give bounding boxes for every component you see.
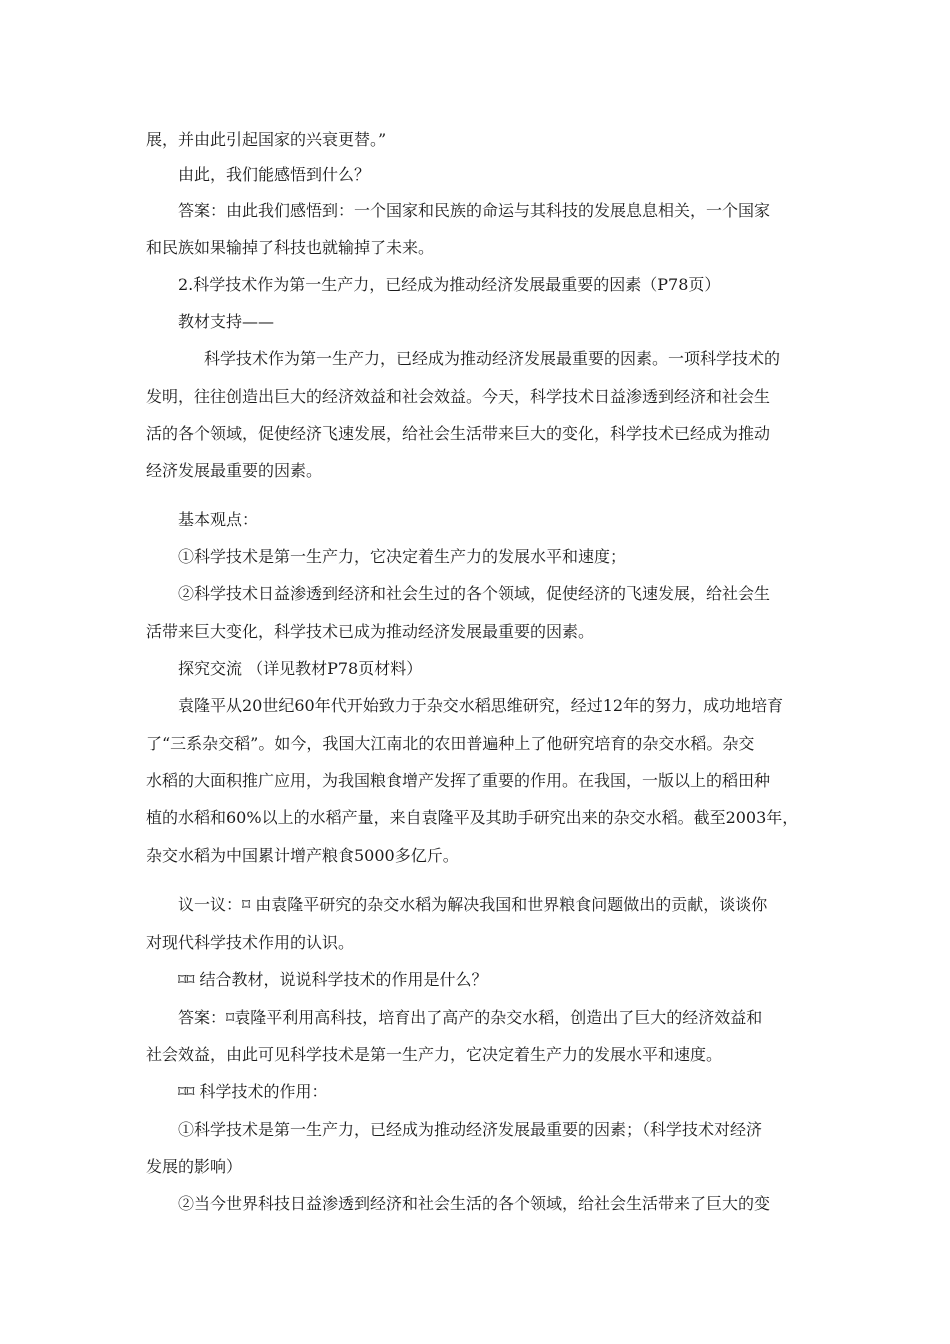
text-line: 基本观点：: [178, 510, 259, 529]
text-line: 社会效益，由此可见科学技术是第一生产力，它决定着生产力的发展水平和速度。: [146, 1045, 723, 1064]
text-line: ①科学技术是第一生产力，它决定着生产力的发展水平和速度；: [178, 547, 627, 566]
text-line: 议一议：⌑ 由袁隆平研究的杂交水稻为解决我国和世界粮食问题做出的贡献，谈谈你: [178, 895, 768, 914]
text-line: 经济发展最重要的因素。: [146, 461, 323, 480]
text-line: 科学技术作为第一生产力，已经成为推动经济发展最重要的因素。一项科学技术的: [204, 349, 781, 368]
text-line: 袁隆平从20世纪60年代开始致力于杂交水稻思维研究，经过12年的努力，成功地培育: [178, 696, 784, 715]
text-line: ⌑⌑ 科学技术的作用：: [178, 1082, 328, 1101]
text-line: 答案：⌑袁隆平利用高科技，培育出了高产的杂交水稻，创造出了巨大的经济效益和: [178, 1008, 763, 1027]
text-line: 和民族如果输掉了科技也就输掉了未来。: [146, 238, 435, 257]
text-line: 活带来巨大变化，科学技术已成为推动经济发展最重要的因素。: [146, 622, 595, 641]
text-line: 植的水稻和60%以上的水稻产量，来自袁隆平及其助手研究出来的杂交水稻。截至2003年，: [146, 808, 799, 827]
text-line: 对现代科学技术作用的认识。: [146, 933, 355, 952]
text-line: ②科学技术日益渗透到经济和社会生过的各个领域，促使经济的飞速发展，给社会生: [178, 584, 771, 603]
text-line: 展，并由此引起国家的兴衰更替。”: [146, 130, 387, 149]
text-line: 水稻的大面积推广应用，为我国粮食增产发挥了重要的作用。在我国，一版以上的稻田种: [146, 771, 771, 790]
text-line: 活的各个领域，促使经济飞速发展，给社会生活带来巨大的变化，科学技术已经成为推动: [146, 424, 771, 443]
text-line: ①科学技术是第一生产力，已经成为推动经济发展最重要的因素；（科学技术对经济: [178, 1120, 763, 1139]
text-line: 杂交水稻为中国累计增产粮食5000多亿斤。: [146, 846, 459, 865]
text-line: 发展的影响）: [146, 1157, 243, 1176]
text-line: 了“三系杂交稻”。如今，我国大江南北的农田普遍种上了他研究培育的杂交水稻。杂交: [146, 734, 755, 753]
section-heading: 2.科学技术作为第一生产力，已经成为推动经济发展最重要的因素（P78页）: [178, 275, 721, 294]
text-line: ②当今世界科技日益渗透到经济和社会生活的各个领域，给社会生活带来了巨大的变: [178, 1194, 771, 1213]
text-line: 由此，我们能感悟到什么？: [178, 165, 371, 184]
text-line: 探究交流 （详见教材P78页材料）: [178, 659, 423, 678]
text-line: ⌑⌑ 结合教材，说说科学技术的作用是什么？: [178, 970, 488, 989]
text-line: 教材支持——: [178, 312, 275, 331]
text-line: 答案：由此我们感悟到：一个国家和民族的命运与其科技的发展息息相关，一个国家: [178, 201, 771, 220]
text-line: 发明，往往创造出巨大的经济效益和社会效益。今天，科学技术日益渗透到经济和社会生: [146, 387, 771, 406]
